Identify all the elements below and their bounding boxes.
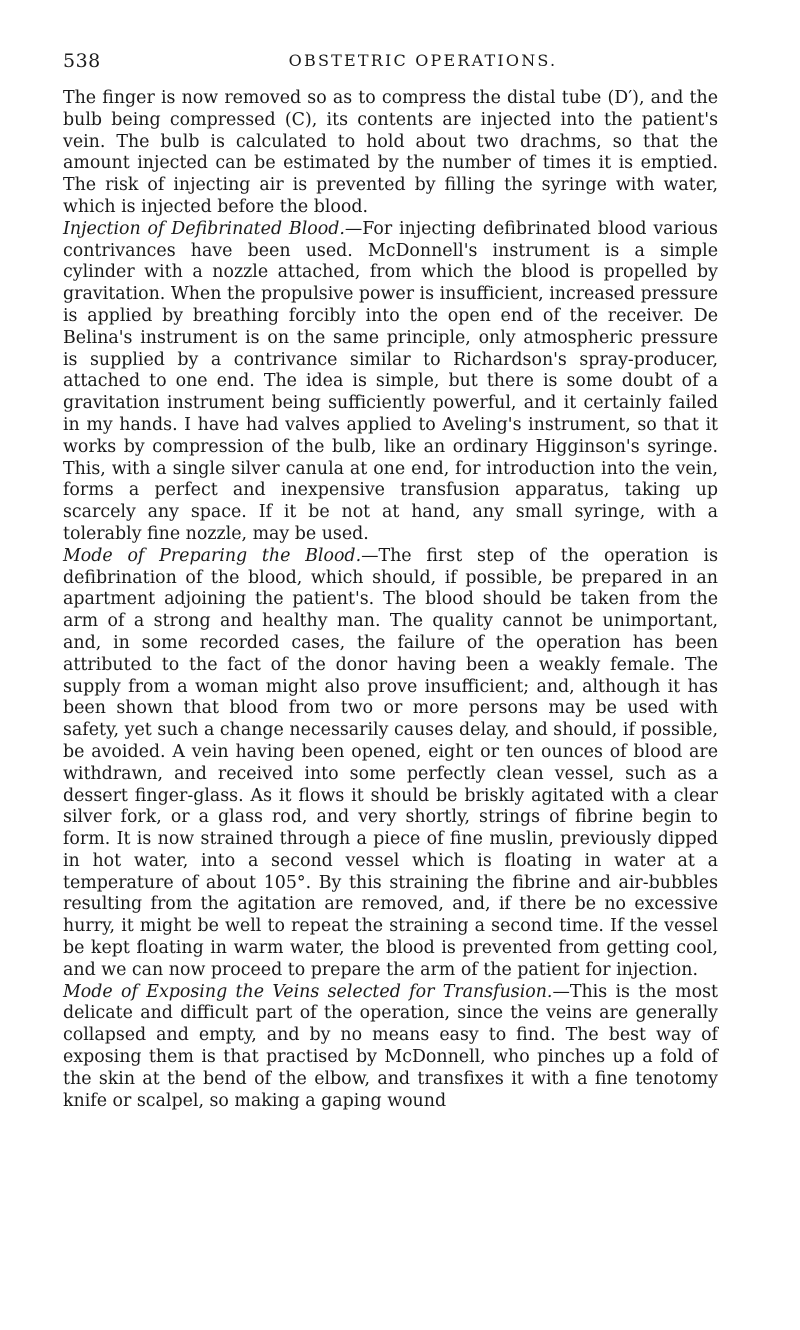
running-title: OBSTETRIC OPERATIONS. xyxy=(288,51,558,70)
section-heading-preparing-blood: Mode of Preparing the Blood. xyxy=(63,545,362,566)
paragraph-1 xyxy=(63,88,718,219)
paragraph-4 xyxy=(63,982,718,1113)
paragraph-3-text: —The first step of the operation is defibrination of the blood, which should, if possible, be prepared in an apartment adjoining the patient's. The blood should be taken from the arm of a strong and healthy man. The quality cannot be unimportant, and, in some recorded cases, the failure of the operation has been attributed to the fact of the donor having been a weakly female. The supply from a woman might also prove insufficient; and, although it has been shown that blood from two or more persons may be used with safety, yet such a change necessarily causes delay, and should, if possible, be avoided. A vein having been opened, eight or ten ounces of blood are withdrawn, and received into some perfectly clean vessel, such as a dessert finger-glass. As it flows it should be briskly agitated with a clear silver fork, or a glass rod, and very shortly, strings of fibrine begin to form. It is now strained through a piece of fine muslin, previously dipped in hot water, into a second vessel which is floating in water at a temperature of about 105°. By this straining the fibrine and air-bubbles resulting from the agitation are removed, and, if there be no excessive hurry, it might be well to repeat the straining a second time. If the vessel be kept floating in warm water, the blood is prevented from getting cool, and we can now proceed to prepare the arm of the patient for injection. xyxy=(63,545,718,980)
running-head xyxy=(63,50,723,74)
paragraph-2 xyxy=(63,219,718,546)
paragraph-4-text: —This is the most delicate and difficult part of the operation, since the veins are generally collapsed and empty, and by no means easy to find. The best way of exposing them is that practised by McDonnell, who pinches up a fold of the skin at the bend of the elbow, and transfixes it with a fine tenotomy knife or scalpel, so making a gaping wound xyxy=(63,981,718,1111)
paragraph-1-text: The finger is now removed so as to compress the distal tube (D′), and the bulb being compressed (C), its contents are injected into the patient's vein. The bulb is calculated to hold about two drachms, so that the amount injected can be estimated by the number of times it is emptied. The risk of injecting air is prevented by filling the syringe with water, which is injected before the blood. xyxy=(63,88,718,217)
paragraph-2-text: —For injecting defibrinated blood various contrivances have been used. McDonnell's instrument is a simple cylinder with a nozzle attached, from which the blood is propelled by gravitation. When the propulsive power is insufficient, increased pressure is applied by breathing forcibly into the open end of the receiver. De Belina's instrument is on the same principle, only atmospheric pressure is supplied by a contrivance similar to Richardson's spray-producer, attached to one end. The idea is simple, but there is some doubt of a gravitation instrument being sufficiently powerful, and it certainly failed in my hands. I have had valves applied to Aveling's instrument, so that it works by compression of the bulb, like an ordinary Higginson's syringe. This, with a single silver canula at one end, for introduction into the vein, forms a perfect and inexpensive transfusion apparatus, taking up scarcely any space. If it be not at hand, any small syringe, with a tolerably fine nozzle, may be used. xyxy=(63,218,718,544)
page-number: 538 xyxy=(63,50,101,72)
section-heading-exposing-veins: Mode of Exposing the Veins selected for Transfusion. xyxy=(63,981,553,1002)
section-heading-defibrinated-blood: Injection of Defibrinated Blood. xyxy=(63,218,345,239)
body-text xyxy=(63,88,718,1112)
paragraph-3 xyxy=(63,546,718,982)
